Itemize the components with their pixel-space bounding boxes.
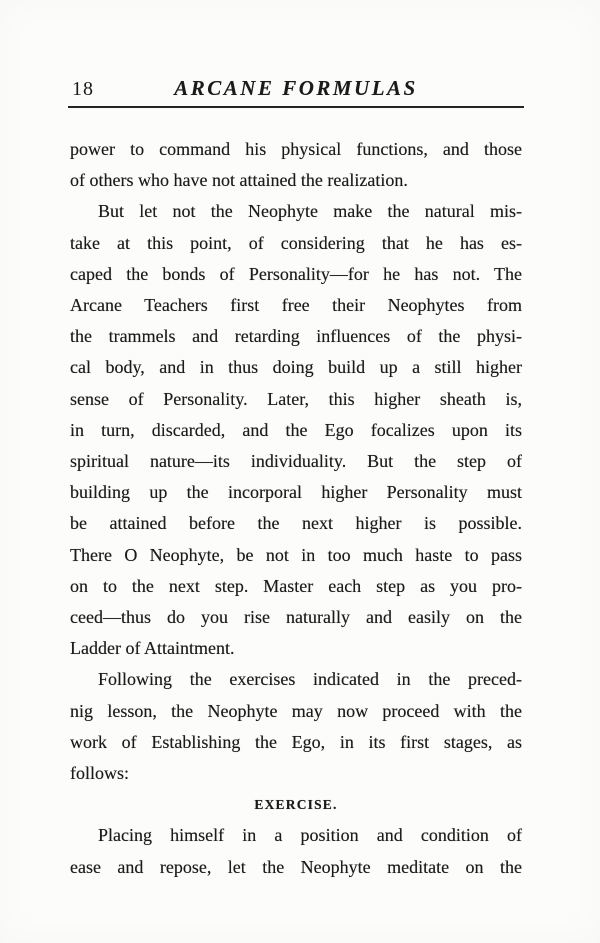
page-header [70,0,522,108]
text-line: There O Neophyte, be not in too much haste to pass [70,544,522,565]
text-line: the trammels and retarding influences of the physi- [70,326,522,347]
text-line: caped the bonds of Personality—for he has not. The [70,263,522,284]
text-line: nig lesson, the Neophyte may now proceed with the [70,700,522,721]
text-line: Following the exercises indicated in the preced- [98,669,522,690]
text-line: Arcane Teachers first free their Neophytes from [70,295,522,316]
text-line: But let not the Neophyte make the natural mis- [98,201,522,222]
text-line: of others who have not attained the realization. [70,170,408,191]
running-head-title: ARCANE FORMULAS [174,76,418,100]
text-line: Placing himself in a position and condition of [98,825,522,846]
page-number: 18 [72,78,94,100]
text-line: Ladder of Attaintment. [70,638,235,659]
text-body [70,134,522,883]
header-rule [68,106,524,108]
text-line: sense of Personality. Later, this higher sheath is, [70,388,522,409]
text-line: cal body, and in thus doing build up a still higher [70,357,522,378]
section-heading: EXERCISE. [254,797,338,813]
text-line: on to the next step. Master each step as you pro- [70,575,522,596]
text-line: spiritual nature—its individuality. But the step of [70,451,522,472]
text-line: ceed—thus do you rise naturally and easily on the [70,607,522,628]
text-column [70,0,522,883]
text-line: take at this point, of considering that he has es- [70,232,522,253]
text-line: power to command his physical functions, and those [70,139,522,159]
text-line: be attained before the next higher is possible. [70,513,522,534]
text-line: work of Establishing the Ego, in its first stages, as [70,731,522,752]
text-line: follows: [70,763,130,784]
text-line: ease and repose, let the Neophyte meditate on the [70,856,522,877]
text-line: in turn, discarded, and the Ego focalizes upon its [70,419,522,440]
text-line: building up the incorporal higher Personality must [70,482,522,503]
